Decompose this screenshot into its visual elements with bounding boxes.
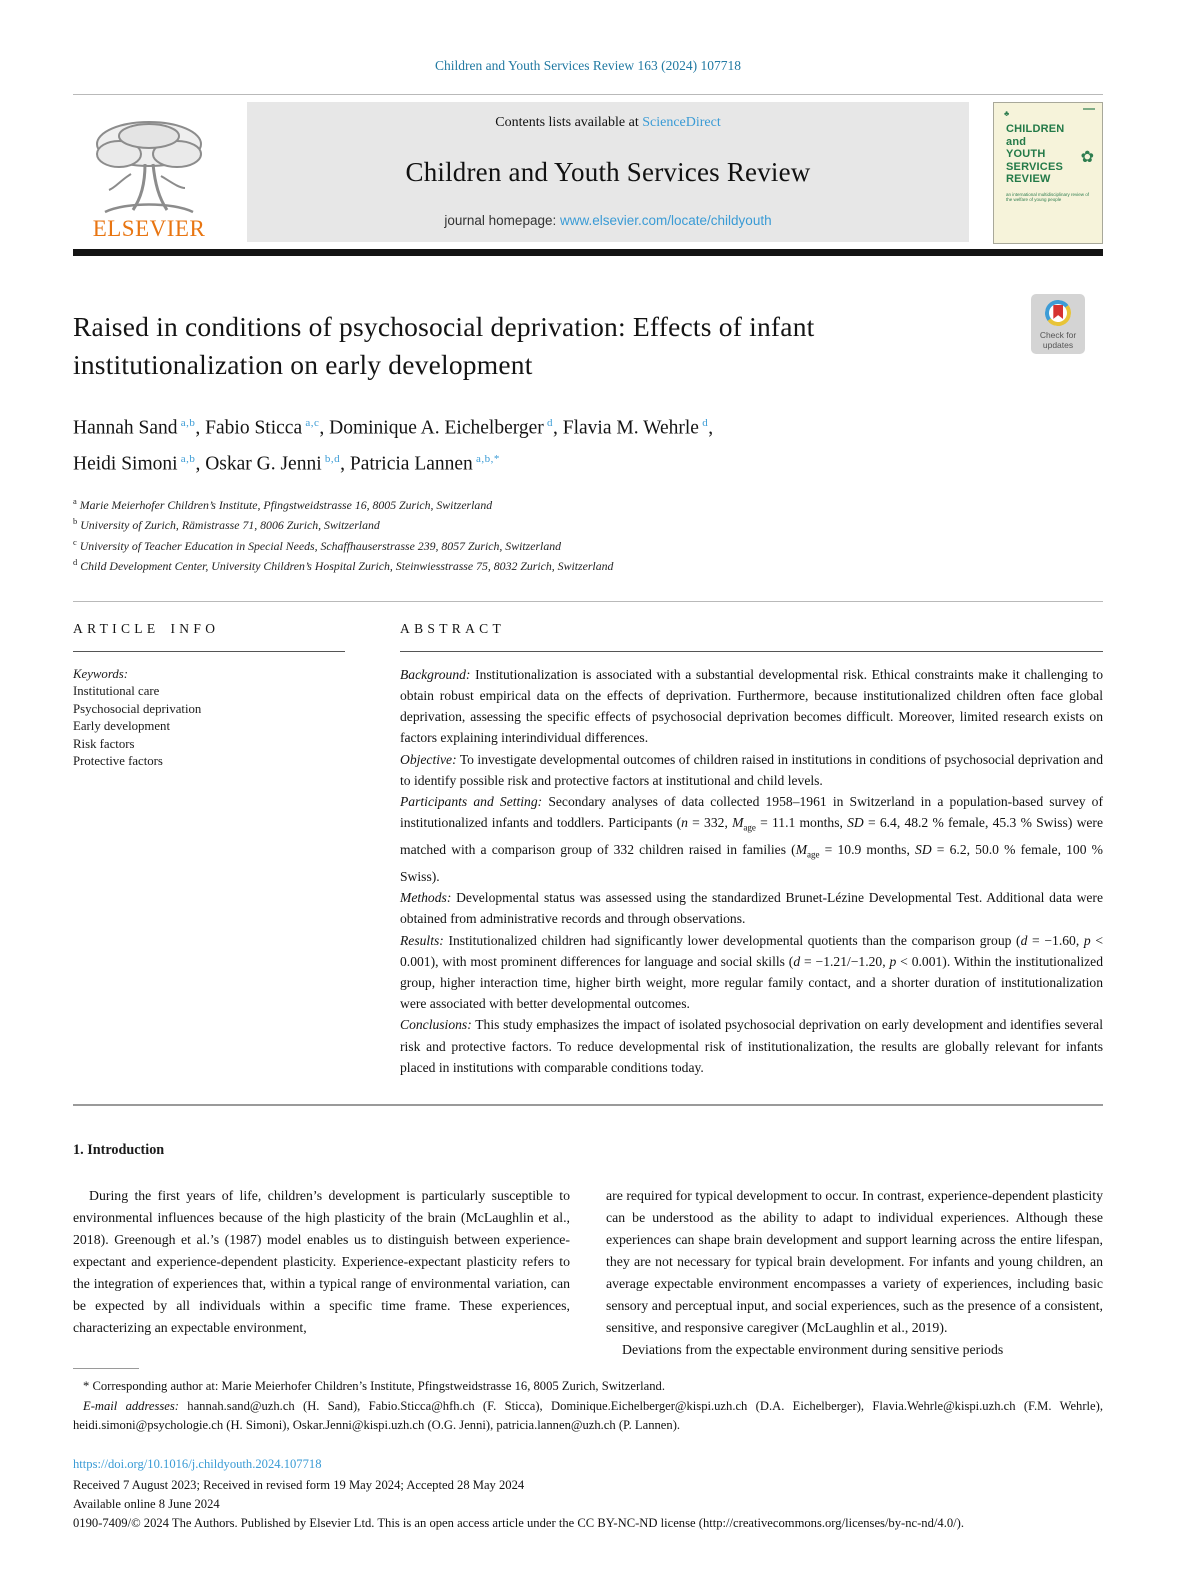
text-segment: = 332, — [687, 815, 733, 831]
text-link[interactable]: Oskar.Jenni@kispi.uzh.ch — [292, 1418, 425, 1432]
text-segment: Developmental status was assessed using the standardized Brunet-Lézine Developmental Test. Additional data were obtained from administrative records and through observations. — [400, 890, 1103, 927]
abstract-bottom-rule — [73, 1104, 1103, 1106]
text-link[interactable]: hannah.sand@uzh.ch — [187, 1399, 295, 1413]
journal-citation: Children and Youth Services Review 163 (2024) 107718 — [435, 58, 741, 73]
cover-title-line: SERVICES — [1006, 160, 1064, 173]
text-segment: = 6.2, 50.0 % female, 100 % Swiss). — [400, 842, 1103, 884]
abstract-paragraph — [400, 930, 1103, 1015]
text-segment: a,c — [302, 417, 320, 429]
section-heading-introduction: 1. Introduction — [73, 1141, 165, 1158]
text-segment: b,d — [321, 452, 341, 465]
copyright-line — [73, 1514, 1103, 1533]
text-segment: (F. Sticca), — [474, 1399, 551, 1413]
text-segment: Conclusions: — [400, 1017, 472, 1033]
text-segment: Objective: — [400, 751, 457, 767]
corresponding-author-note: * Corresponding author at: Marie Meierhofer Children’s Institute, Pfingstweidstrasse 16, 8005 Zurich, Switzerland. — [83, 1379, 665, 1393]
available-online-line: Available online 8 June 2024 — [73, 1497, 220, 1511]
text-segment: Participants and Setting: — [400, 793, 543, 809]
text-segment: , Oskar G. Jenni — [195, 453, 322, 474]
right-column — [606, 1185, 1103, 1361]
text-segment: ). — [939, 1319, 948, 1335]
keyword-item: Protective factors — [73, 754, 163, 769]
text-link[interactable]: McLaughlin et al., 2018 — [73, 1209, 570, 1247]
text-segment: = −1.60, — [1027, 932, 1084, 948]
info-abstract-section — [73, 621, 1103, 1078]
cover-title-line: YOUTH — [1006, 148, 1046, 160]
text-segment: SD — [847, 815, 864, 831]
text-segment: p — [889, 953, 897, 969]
email-addresses-line — [73, 1397, 1103, 1435]
abstract-paragraph — [400, 1014, 1103, 1078]
article-info-heading: ARTICLE INFO — [73, 620, 220, 636]
authors-line-1 — [73, 408, 1103, 444]
abstract-paragraph — [400, 664, 1103, 749]
affiliation-row — [73, 534, 1103, 554]
homepage-url-link[interactable]: www.elsevier.com/locate/childyouth — [559, 213, 772, 228]
contents-prefix: Contents lists available at — [495, 115, 643, 130]
affiliation-text: University of Zurich, Rämistrasse 71, 8006 Zurich, Switzerland — [80, 518, 380, 533]
text-segment: Methods: — [400, 890, 452, 906]
affiliation-sup: c — [73, 536, 77, 547]
text-segment: d — [1020, 932, 1028, 948]
intro-paragraph-3 — [606, 1339, 1103, 1361]
text-link[interactable]: Flavia.Wehrle@kispi.uzh.ch — [872, 1399, 1016, 1413]
text-segment: d — [793, 953, 801, 969]
text-link[interactable]: patricia.lannen@uzh.ch — [496, 1418, 616, 1432]
text-link[interactable]: http://creativecommons.org/licenses/by-nc-nd/4.0/ — [702, 1516, 957, 1530]
intro-paragraph-1 — [73, 1185, 570, 1339]
article-info-underline — [73, 651, 345, 652]
text-segment: SD — [915, 842, 932, 858]
left-column — [73, 1185, 570, 1361]
abstract-paragraph — [400, 791, 1103, 887]
text-segment: a,b — [177, 452, 196, 465]
text-segment: = 10.9 months, — [819, 842, 916, 858]
affiliation-sup: d — [73, 557, 78, 568]
keywords-list — [73, 683, 345, 771]
text-segment: (P. Lannen). — [615, 1418, 681, 1432]
affiliation-text: Marie Meierhofer Children’s Institute, Pfingstweidstrasse 16, 8005 Zurich, Switzerland — [79, 497, 493, 512]
abstract-column — [400, 621, 1103, 1078]
masthead-black-bar — [73, 249, 1103, 256]
text-segment: , Patricia Lannen — [340, 453, 473, 474]
keyword-item: Early development — [73, 719, 171, 734]
text-segment: Heidi Simoni — [73, 453, 178, 474]
text-segment: ). — [956, 1516, 964, 1530]
affiliation-row — [73, 554, 1103, 574]
text-segment: Background: — [400, 666, 471, 682]
text-segment: p — [1083, 932, 1091, 948]
text-segment: (H. Sand), — [294, 1399, 369, 1413]
text-segment: d — [698, 417, 709, 429]
elsevier-tree-icon — [85, 114, 213, 218]
intro-paragraph-2 — [606, 1185, 1103, 1339]
text-segment: 0190-7409/© 2024 The Authors. Published by Elsevier Ltd. This is an open access article under the CC BY-NC-ND license ( — [73, 1516, 703, 1530]
title-row — [73, 308, 1103, 384]
journal-title: Children and Youth Services Review — [405, 156, 811, 187]
text-segment: , Dominique A. Eichelberger — [319, 417, 544, 439]
text-segment: < 0.001), with most prominent differences for language and social skills ( — [400, 932, 1103, 969]
text-segment: M — [732, 815, 744, 831]
text-segment: model enables us to distinguish between experience-expectant and experience-dependent plasticity. Experience-expectant plasticity refers to the integration of experiences that, within a typical range of environmental variation, can be expected by all individuals within a specific time frame. These experiences, characterizing an expectable environment, — [73, 1231, 570, 1335]
text-segment: Deviations from the expectable environment during sensitive periods — [622, 1341, 1004, 1357]
text-segment: M — [795, 842, 808, 858]
text-segment: This study emphasizes the impact of isolated psychosocial deprivation on early development and identifies several risk and protective factors. To reduce developmental risk of institutionalization, the results are globally relevant for infants placed in institutions with comparable conditions today. — [400, 1017, 1103, 1075]
body-columns — [73, 1185, 1103, 1361]
check-updates-label: Check for updates — [1039, 330, 1077, 350]
text-segment: , Flavia M. Wehrle — [553, 417, 699, 439]
page-footer — [73, 1368, 1103, 1533]
text-link[interactable]: heidi.simoni@psychologie.ch — [73, 1418, 224, 1432]
affiliation-sup: b — [73, 516, 78, 527]
affiliation-row — [73, 513, 1103, 533]
text-segment: During the first years of life, children’s development is particularly susceptible to environmental influences because of the high plasticity of the brain ( — [73, 1187, 570, 1225]
contents-line — [495, 115, 721, 131]
abstract-underline — [400, 651, 1103, 652]
text-segment: a,b,* — [472, 452, 500, 465]
text-segment: Results: — [400, 932, 444, 948]
text-link[interactable]: Greenough et al.’s (1987) — [114, 1231, 262, 1247]
cover-flower-icon: ✿ — [1080, 149, 1094, 166]
text-segment: Secondary analyses of data collected 1958–1961 in Switzerland in a population-based survey of institutionalized infants and toddlers. Participants ( — [400, 793, 1103, 831]
text-segment: d — [543, 417, 554, 429]
homepage-line — [444, 213, 771, 228]
text-segment: ). — [100, 1231, 115, 1247]
abstract-heading: ABSTRACT — [400, 620, 506, 636]
text-segment: (D.A. Eichelberger), — [747, 1399, 873, 1413]
article-info-column — [73, 621, 345, 1078]
text-segment: (O.G. Jenni), — [424, 1418, 497, 1432]
author-list — [73, 408, 1103, 479]
text-segment: = −1.21/−1.20, — [800, 953, 890, 969]
text-segment: < 0.001). Within the institutionalized group, higher interaction time, higher birth weight, more regular family contact, and a shorter duration of institutionalization were associated with better developmental outcomes. — [400, 953, 1103, 1012]
keywords-label: Keywords: — [73, 666, 128, 681]
text-segment: = 11.1 months, — [755, 815, 848, 831]
text-segment: (F.M. Wehrle), — [1015, 1399, 1103, 1413]
homepage-prefix: journal homepage: — [444, 213, 560, 228]
masthead-box — [247, 102, 969, 242]
elsevier-logo[interactable] — [73, 102, 225, 244]
abstract-body — [400, 664, 1103, 1078]
text-segment: are required for typical development to occur. In contrast, experience-dependent plasticity can be understood as the ability to adapt to individual experiences. Although these experiences can shape brain development and support learning across the entire lifespan, they are not necessary for typical brain development. For infants and young children, an average expectable environment encompasses a variety of experiences, including basic sensory and perceptual input, and social experiences, such as the presence of a consistent, sensitive, and responsive caregiver ( — [606, 1187, 1103, 1335]
cover-title-line: REVIEW — [1006, 173, 1051, 185]
top-rule — [73, 94, 1103, 95]
abstract-paragraph — [400, 887, 1103, 929]
cover-tagline: an international multidisciplinary review of the welfare of young people — [1006, 191, 1090, 202]
cover-title-line: and — [1006, 135, 1027, 148]
footnote-rule — [73, 1368, 139, 1369]
cover-issn-mark — [1083, 108, 1095, 110]
journal-cover-thumbnail[interactable] — [993, 102, 1103, 244]
article-title: Raised in conditions of psychosocial deprivation: Effects of infant institutionalization on early development — [73, 311, 815, 380]
doi-block — [73, 1455, 1103, 1533]
text-segment: (H. Simoni), — [223, 1418, 293, 1432]
keyword-item: Risk factors — [73, 736, 135, 751]
affiliation-sup: a — [73, 496, 77, 506]
elsevier-wordmark: ELSEVIER — [92, 216, 206, 241]
text-segment: = 6.4, 48.2 % female, 45.3 % Swiss) were matched with a comparison group of 332 children raised in families ( — [400, 815, 1103, 858]
text-link[interactable]: McLaughlin et al., 2019 — [806, 1319, 940, 1335]
abstract-paragraph — [400, 749, 1103, 791]
text-segment: , Fabio Sticca — [195, 417, 303, 439]
authors-line-2 — [73, 444, 1103, 480]
affiliation-row — [73, 493, 1103, 513]
sciencedirect-link[interactable]: ScienceDirect — [642, 115, 721, 130]
text-segment: a,b — [177, 417, 196, 429]
keywords-block — [73, 666, 345, 771]
keyword-item: Psychosocial deprivation — [73, 701, 202, 716]
affiliation-text: University of Teacher Education in Special Needs, Schaffhauserstrasse 239, 8057 Zurich, Switzerland — [79, 538, 562, 553]
affiliations — [73, 493, 1103, 575]
cover-tree-icon: ♣ — [1004, 109, 1010, 118]
text-segment: , — [708, 417, 714, 439]
cover-title-line: CHILDREN — [1006, 123, 1065, 135]
received-dates-line: Received 7 August 2023; Received in revised form 19 May 2024; Accepted 28 May 2024 — [73, 1478, 525, 1492]
text-segment: Hannah Sand — [73, 417, 178, 439]
doi-link[interactable]: https://doi.org/10.1016/j.childyouth.2024.107718 — [73, 1457, 322, 1471]
text-segment: n — [681, 815, 688, 831]
text-link[interactable]: Fabio.Sticca@hfh.ch — [368, 1399, 475, 1413]
check-for-updates-button[interactable] — [1031, 294, 1085, 354]
text-segment: To investigate developmental outcomes of children raised in institutions in conditions of psychosocial deprivation and to identify possible risk and protective factors at institutional and child levels. — [400, 751, 1103, 788]
masthead — [73, 102, 1103, 244]
bookmark-ribbon-icon — [1053, 305, 1063, 319]
check-updates-icon — [1043, 298, 1072, 327]
text-segment: Institutionalization is associated with a substantial developmental risk. Ethical constraints make it challenging to obtain robust empirical data on the effects of deprivation. Furthermore, because institutionalized children often face global deprivation, assessing the specific effects of psychosocial deprivation becomes difficult. Moreover, limited research exists on factors explaining interindividual differences. — [400, 666, 1103, 746]
text-segment: age — [807, 849, 820, 860]
affiliation-text: Child Development Center, University Children’s Hospital Zurich, Steinwiesstrasse 75, 8032 Zurich, Switzerland — [80, 559, 614, 574]
text-segment: Institutionalized children had significantly lower developmental quotients than the comparison group ( — [443, 932, 1021, 948]
text-segment: age — [743, 822, 756, 833]
text-segment: E-mail addresses: — [83, 1399, 179, 1413]
info-top-rule — [73, 601, 1103, 602]
text-link[interactable]: Dominique.Eichelberger@kispi.uzh.ch — [550, 1399, 748, 1413]
keyword-item: Institutional care — [73, 684, 160, 699]
